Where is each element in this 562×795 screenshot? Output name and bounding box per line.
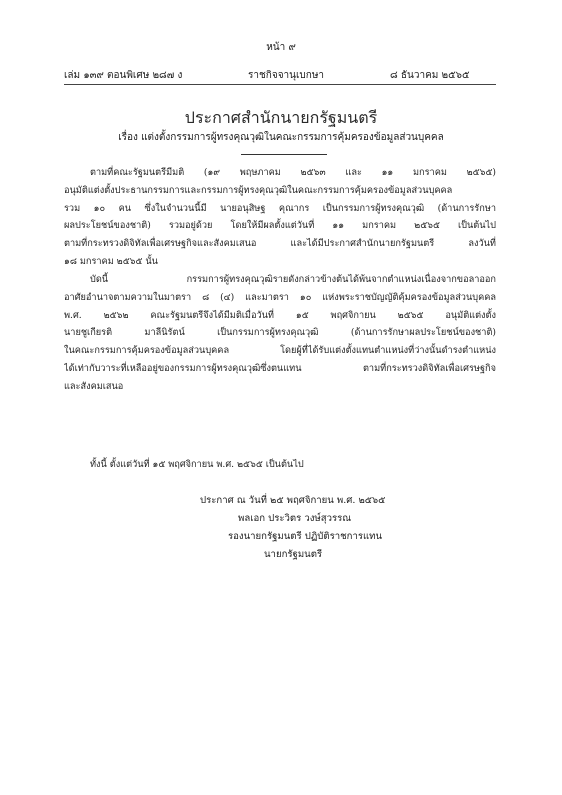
paragraph-line: อาศัยอำนาจตามความในมาตรา ๘ (๔) และมาตรา ๑๐ แห่งพระราชบัญญัติคุ้มครองข้อมูลส่วนบุคคล [64,291,496,303]
gazette-name: ราชกิจจานุเบกษา [248,70,325,81]
header-rule [64,84,496,85]
document-subject: เรื่อง แต่งตั้งกรรมการผู้ทรงคุณวุฒิในคณะกรรมการคุ้มครองข้อมูลส่วนบุคคล [118,132,444,143]
signature-block [200,492,500,564]
paragraph-line: อนุมัติแต่งตั้งประธานกรรมการและกรรมการผู้ทรงคุณวุฒิในคณะกรรมการคุ้มครองข้อมูลส่วนบุคคล [64,184,453,196]
signatory-position: รองนายกรัฐมนตรี ปฏิบัติราชการแทน [228,531,383,542]
paragraph-1 [64,164,496,271]
paragraph-line: ผลประโยชน์ของชาติ) รวมอยู่ด้วย โดยให้มีผลตั้งแต่วันที่ ๑๑ มกราคม ๒๕๖๕ เป็นต้นไป [64,220,496,232]
paragraph-line: ในคณะกรรมการคุ้มครองข้อมูลส่วนบุคคล โดยผู้ที่ได้รับแต่งตั้งแทนตำแหน่งที่ว่างนั้นดำรงตำแหน่ง [64,345,496,357]
paragraph-line: บัดนี้ กรรมการผู้ทรงคุณวุฒิรายดังกล่าวข้างต้นได้พ้นจากตำแหน่งเนื่องจากขอลาออก [90,274,496,285]
paragraph-line: ๑๘ มกราคม ๒๕๖๕ นั้น [64,255,158,267]
paragraph-line: ตามที่คณะรัฐมนตรีมีมติ (๑๙ พฤษภาคม ๒๕๖๓ และ ๑๑ มกราคม ๒๕๖๕) [90,167,496,178]
paragraph-line: ตามที่กระทรวงดิจิทัลเพื่อเศรษฐกิจและสังคมเสนอ และได้มีประกาศสำนักนายกรัฐมนตรี ลงวันที่ [64,238,496,250]
paragraph-line: ทั้งนี้ ตั้งแต่วันที่ ๑๕ พฤศจิกายน พ.ศ. ๒๕๖๕ เป็นต้นไป [90,459,304,470]
signatory-name: พลเอก ประวิตร วงษ์สุวรรณ [238,513,352,524]
paragraph-line: และสังคมเสนอ [64,380,124,392]
paragraph-line: นายชูเกียรติ มาลีนิรัตน์ เป็นกรรมการผู้ทรงคุณวุฒิ (ด้านการรักษาผลประโยชน์ของชาติ) [64,327,496,339]
paragraph-line: พ.ศ. ๒๕๖๒ คณะรัฐมนตรีจึงได้มีมติเมื่อวันที่ ๑๕ พฤศจิกายน ๒๕๖๕ อนุมัติแต่งตั้ง [64,309,496,321]
paragraph-line: รวม ๑๐ คน ซึ่งในจำนวนนี้มี นายอนุสิษฐ คุณากร เป็นกรรมการผู้ทรงคุณวุฒิ (ด้านการรักษา [64,202,496,214]
paragraph-3 [64,456,496,474]
page-number: หน้า ๙ [266,42,296,53]
paragraph-line: ได้เท่ากับวาระที่เหลืออยู่ของกรรมการผู้ทรงคุณวุฒิซึ่งตนแทน ตามที่กระทรวงดิจิทัลเพื่อเศรษฐกิจ [64,362,496,374]
announcement-date: ประกาศ ณ วันที่ ๒๕ พฤศจิกายน พ.ศ. ๒๕๖๕ [200,495,386,506]
gazette-volume: เล่ม ๑๓๙ ตอนพิเศษ ๒๘๗ ง [64,70,183,81]
gazette-date: ๘ ธันวาคม ๒๕๖๕ [390,70,470,81]
document-title: ประกาศสำนักนายกรัฐมนตรี [184,108,378,127]
title-separator [241,154,327,155]
signatory-role: นายกรัฐมนตรี [264,549,323,560]
paragraph-2 [64,271,496,396]
